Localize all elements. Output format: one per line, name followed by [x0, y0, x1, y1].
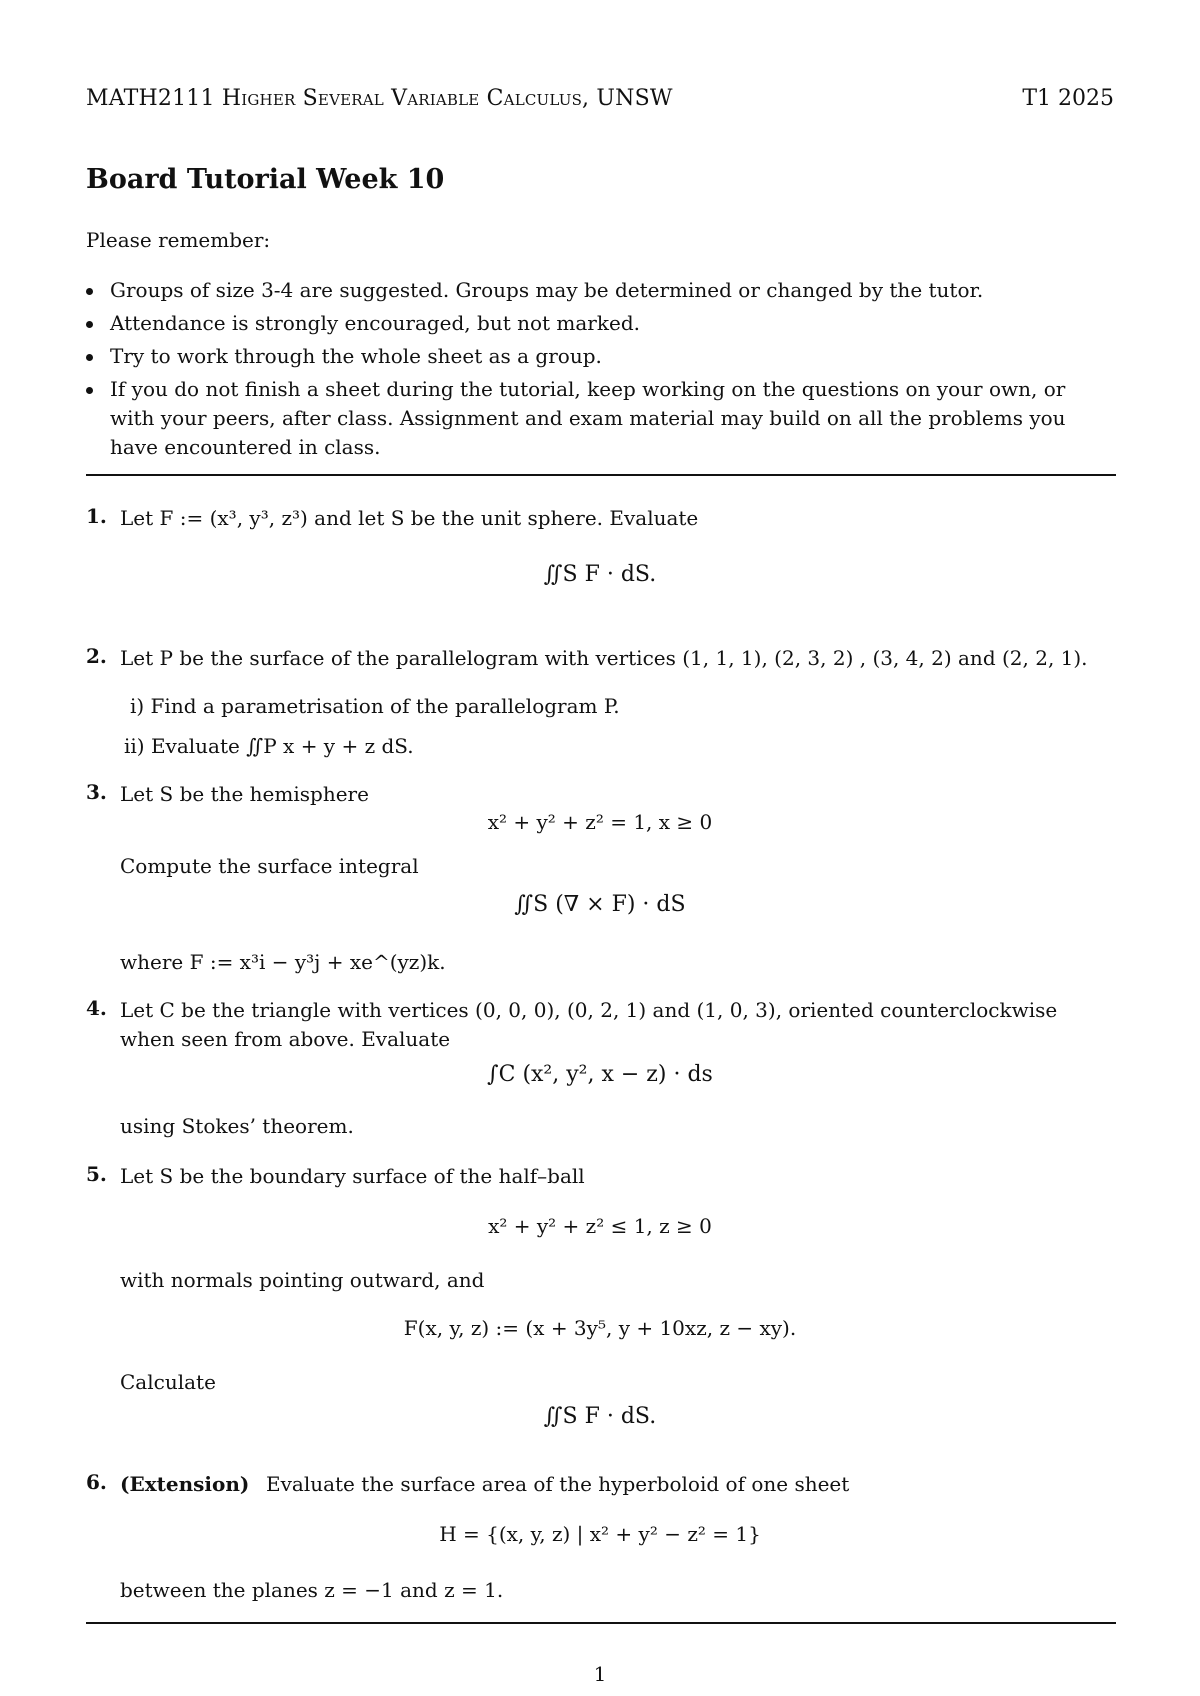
question-text: Let F := (x³, y³, z³) and let S be the unit sphere. Evaluate — [120, 506, 699, 530]
question-text: Let S be the boundary surface of the half–ball — [120, 1164, 585, 1188]
question-text: with normals pointing outward, and — [120, 1268, 485, 1292]
question-number: 3. — [86, 780, 107, 804]
term-label: T1 2025 — [1022, 86, 1114, 111]
bullet-icon — [86, 321, 93, 328]
display-equation: ∬S F · dS. — [543, 1404, 657, 1429]
question-text: Compute the surface integral — [120, 854, 419, 878]
question-number: 4. — [86, 996, 107, 1020]
question-number: 5. — [86, 1162, 107, 1186]
question-text: Let C be the triangle with vertices (0, 0, 0), (0, 2, 1) and (1, 0, 3), oriented counterclockwise when seen from above. Evaluate — [120, 998, 1058, 1051]
list-item: Groups of size 3-4 are suggested. Groups may be determined or changed by the tutor. — [86, 276, 1116, 305]
question-text: where F := x³i − y³j + xe^(yz)k. — [120, 950, 446, 974]
list-item: If you do not finish a sheet during the tutorial, keep working on the questions on your own, or with your peers, after class. Assignment and exam material may build on all the problems you have encountered in class. — [86, 375, 1116, 462]
question-part: i) Find a parametrisation of the parallelogram P. — [130, 694, 620, 718]
bullet-icon — [86, 288, 93, 295]
remember-label: Please remember: — [86, 228, 271, 252]
divider-bottom — [86, 1622, 1116, 1624]
question-number: 2. — [86, 644, 107, 668]
display-equation: F(x, y, z) := (x + 3y⁵, y + 10xz, z − xy). — [403, 1316, 797, 1340]
list-item: Attendance is strongly encouraged, but not marked. — [86, 309, 1116, 338]
question-text: Calculate — [120, 1370, 216, 1394]
question-text: using Stokes’ theorem. — [120, 1114, 354, 1138]
question-text: between the planes z = −1 and z = 1. — [120, 1578, 504, 1602]
reminder-list — [86, 276, 1116, 466]
question-text: Let P be the surface of the parallelogram with vertices (1, 1, 1), (2, 3, 2) , (3, 4, 2) and (2, 2, 1). — [120, 646, 1088, 670]
course-header: MATH2111 Higher Several Variable Calculus, UNSW — [86, 86, 673, 111]
display-equation: x² + y² + z² = 1, x ≥ 0 — [487, 810, 713, 834]
display-equation: x² + y² + z² ≤ 1, z ≥ 0 — [488, 1214, 712, 1238]
divider-top — [86, 474, 1116, 476]
question-text: Evaluate the surface area of the hyperboloid of one sheet — [266, 1472, 850, 1496]
list-item: Try to work through the whole sheet as a group. — [86, 342, 1116, 371]
bullet-icon — [86, 387, 93, 394]
question-text: Let S be the hemisphere — [120, 782, 369, 806]
extension-label: (Extension) — [120, 1472, 250, 1496]
display-equation: ∬S (∇ × F) · dS — [514, 892, 686, 917]
display-equation: ∫C (x², y², x − z) · ds — [487, 1062, 713, 1087]
bullet-icon — [86, 354, 93, 361]
question-number: 6. — [86, 1470, 107, 1494]
page-title: Board Tutorial Week 10 — [86, 164, 445, 195]
display-equation: H = {(x, y, z) | x² + y² − z² = 1} — [439, 1522, 761, 1546]
question-number: 1. — [86, 504, 107, 528]
question-part: ii) Evaluate ∬P x + y + z dS. — [124, 734, 414, 758]
display-equation: ∬S F · dS. — [543, 562, 657, 587]
page-number: 1 — [593, 1662, 607, 1686]
